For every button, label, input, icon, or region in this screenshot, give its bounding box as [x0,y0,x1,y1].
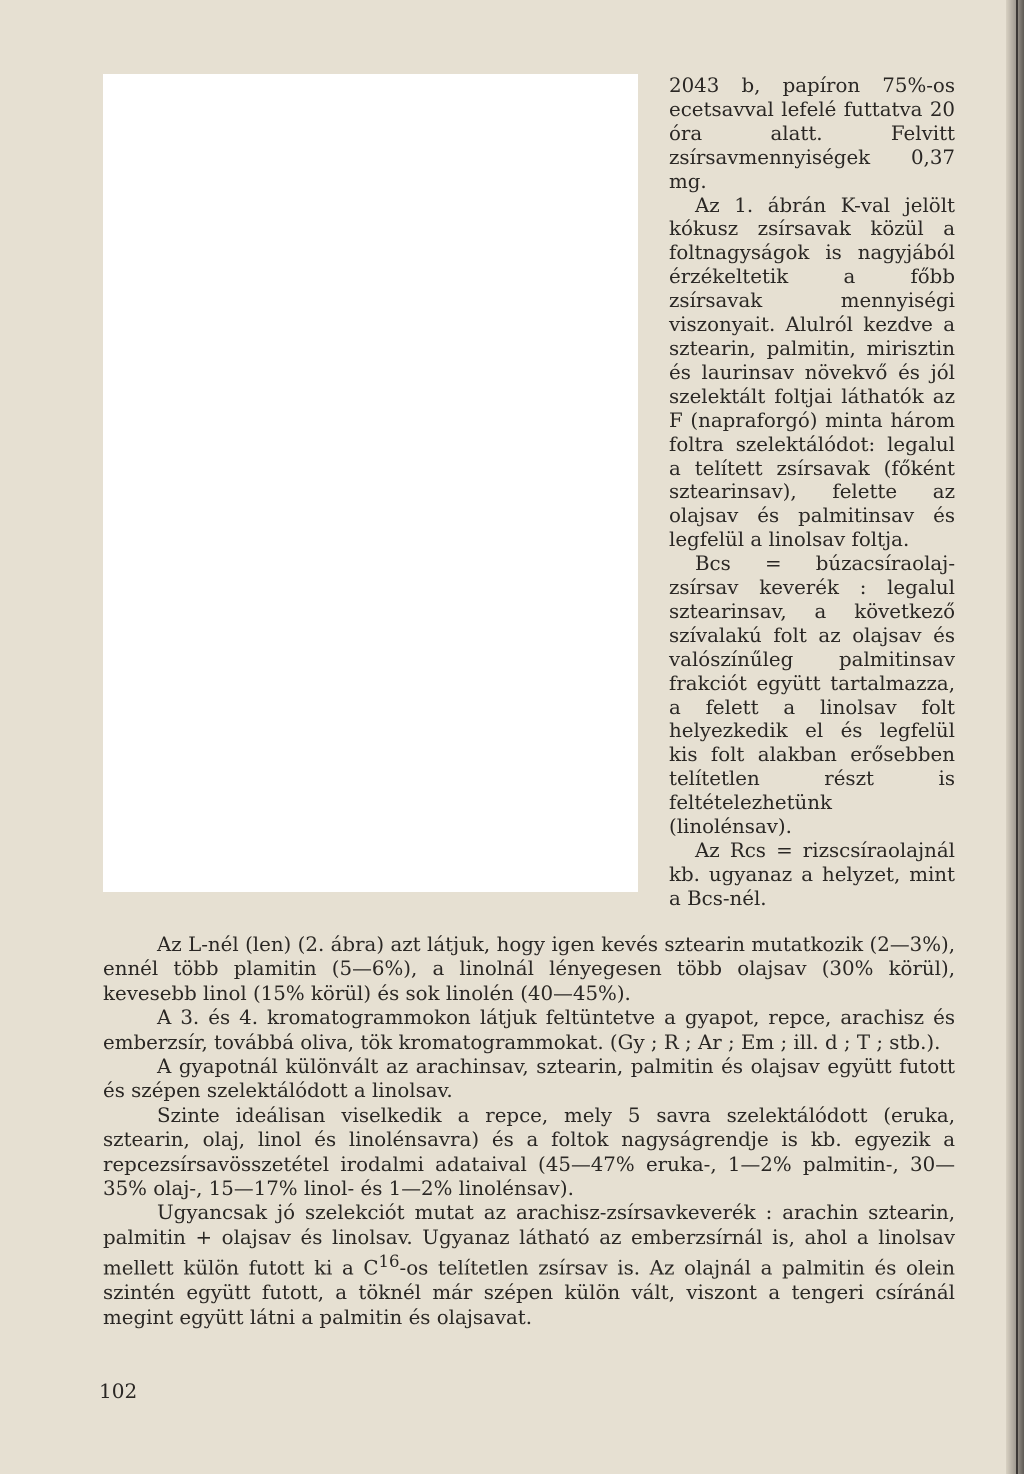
main-paragraph-5 [103,1201,955,1330]
main-paragraph-4: Szinte ideálisan viselkedik a repce, mely 5 savra szelektálódott (eruka, sztearin, olaj, linol és linolénsavra) és a foltok nagyságrendje is kb. egyezik a repcezsírsavösszetétel irodalmi adataival (45—47% eruka-, 1—2% palmitin-, 30—35% olaj-, 15—17% linol- és 1—2% linolénsav). [103,1103,955,1201]
side-paragraph-3: Bcs = búzacsíraolaj-zsírsav keverék : legalul sztearinsav, a következő szívalakú folt az olajsav és valószínűleg palmitinsav frakciót együtt tartalmazza, a felett a linolsav folt helyezkedik el és legfelül kis folt alakban erősebben telítetlen részt is feltételezhetünk (linolénsav). [669,552,955,839]
side-paragraph-1: 2043 b, papíron 75%-os ecetsavval lefelé futtatva 20 óra alatt. Felvitt zsírsavmennyiségek 0,37 mg. [669,74,955,193]
figure-placeholder [103,74,638,892]
page-edge-shadow [1006,0,1024,1474]
side-paragraph-4: Az Rcs = rizscsíraolajnál kb. ugyanaz a helyzet, mint a Bcs-nél. [669,839,955,910]
main-paragraph-1: Az L-nél (len) (2. ábra) azt látjuk, hogy igen kevés sztearin mutatkozik (2—3%), ennél több plamitin (5—6%), a linolnál lényegesen több olajsav (30% körül), kevesebb linol (15% körül) és sok linolén (40—45%). [103,933,955,1005]
carbon-number-superscript: 16 [378,1252,400,1272]
side-text-column [669,74,955,911]
main-text-column [103,933,955,1330]
page-number: 102 [99,1379,138,1403]
side-paragraph-2: Az 1. ábrán K-val jelölt kókusz zsírsavak közül a foltnagyságok is nagyjából érzékeltetik a főbb zsírsavak mennyiségi viszonyait. Alulról kezdve a sztearin, palmitin, mirisztin és laurinsav növekvő és jól szelektált foltjai láthatók az F (napraforgó) minta három foltra szelektálódot: legalul a telített zsírsavak (főként sztearinsav), felette az olajsav és palmitinsav és legfelül a linolsav foltja. [669,193,955,552]
main-paragraph-5-part-b: -os telítetlen zsírsav is. Az olajnál a palmitin és olein szintén együtt futott, a töknél már szépen külön vált, viszont a tengeri csíránál megint együtt látni a palmitin és olajsavat. [103,1256,955,1329]
page-edge-line [1016,0,1018,1474]
main-paragraph-5-part-a: Ugyancsak jó szelekciót mutat az arachisz-zsírsavkeverék : arachin sztearin, palmitin + olajsav és linolsav. Ugyanaz látható az emberzsírnál is, ahol a linolsav mellett külön futott ki a C [103,1201,955,1280]
main-paragraph-2: A 3. és 4. kromatogrammokon látjuk feltüntetve a gyapot, repce, arachisz és emberzsír, továbbá oliva, tök kromatogrammokat. (Gy ; R ; Ar ; Em ; ill. d ; T ; stb.). [103,1006,955,1054]
main-paragraph-3: A gyapotnál különvált az arachinsav, sztearin, palmitin és olajsav együtt futott és szépen szelektálódott a linolsav. [103,1055,955,1103]
